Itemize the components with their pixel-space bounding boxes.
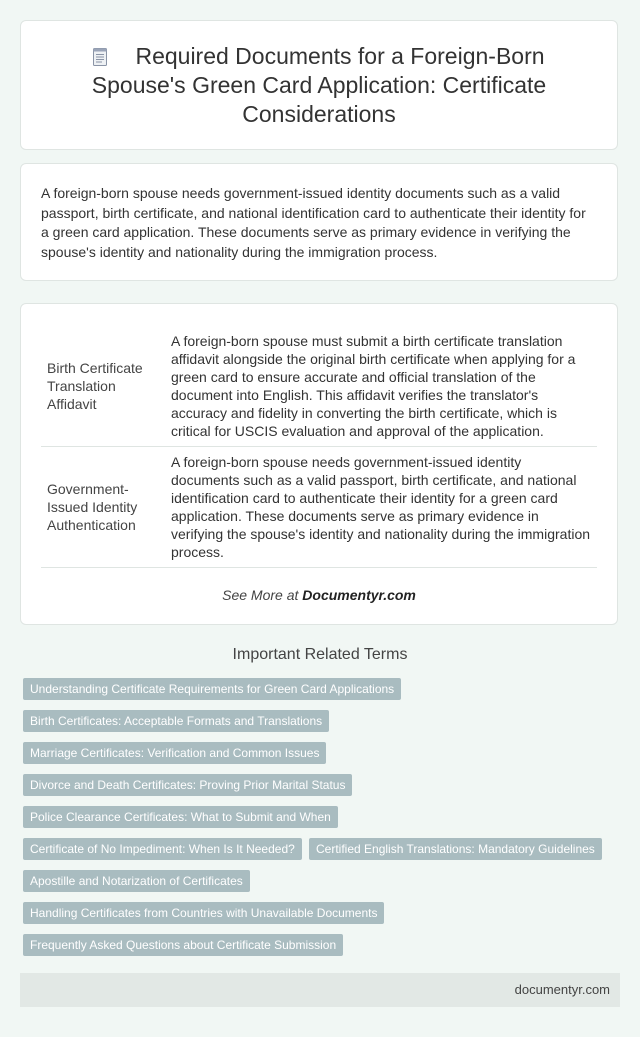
table-row: [41, 447, 597, 568]
related-term-tag[interactable]: Police Clearance Certificates: What to Submit and When: [23, 806, 338, 828]
see-more: [21, 587, 617, 603]
related-term-tag[interactable]: Apostille and Notarization of Certificates: [23, 870, 250, 892]
title-card: [20, 20, 618, 150]
related-term-tag[interactable]: Certificate of No Impediment: When Is It Needed?: [23, 838, 302, 860]
definition-cell: A foreign-born spouse must submit a birth certificate translation affidavit alongside the original birth certificate when applying for a green card to ensure accurate and official translation of the document into English. This affidavit verifies the translator's accuracy and fidelity in converting the birth certificate, which is critical for USCIS evaluation and approval of the application.: [163, 326, 597, 447]
page-title: [49, 42, 589, 129]
page-title-text: Required Documents for a Foreign-Born Spouse's Green Card Application: Certificate Considerations: [91, 42, 547, 127]
table-row: [41, 326, 597, 447]
term-cell: Government-Issued Identity Authentication: [41, 447, 163, 568]
intro-text: A foreign-born spouse needs government-issued identity documents such as a valid passport, birth certificate, and national identification card to authenticate their identity for a green card application. These documents serve as primary evidence in verifying the spouse's identity and nationality during the immigration process.: [41, 185, 586, 260]
related-term-tag[interactable]: Marriage Certificates: Verification and Common Issues: [23, 742, 326, 764]
related-term-tag[interactable]: Handling Certificates from Countries with Unavailable Documents: [23, 902, 384, 924]
definitions-card: [20, 303, 618, 625]
document-icon: [93, 48, 107, 66]
definitions-table: [41, 326, 597, 568]
definition-cell: A foreign-born spouse needs government-issued identity documents such as a valid passport, birth certificate, and national identification card to authenticate their identity for a green card application. These documents serve as primary evidence in verifying the spouse's identity and nationality during the immigration process.: [163, 447, 597, 568]
see-more-link[interactable]: Documentyr.com: [302, 587, 416, 603]
footer-site-link[interactable]: documentyr.com: [514, 982, 610, 997]
footer: [20, 973, 620, 1007]
related-term-tag[interactable]: Understanding Certificate Requirements for Green Card Applications: [23, 678, 401, 700]
related-terms-heading: Important Related Terms: [232, 646, 408, 663]
related-term-tag[interactable]: Certified English Translations: Mandatory Guidelines: [309, 838, 602, 860]
term-cell: Birth Certificate Translation Affidavit: [41, 326, 163, 447]
related-term-tag[interactable]: Divorce and Death Certificates: Proving Prior Marital Status: [23, 774, 352, 796]
see-more-prefix: See More at: [222, 587, 303, 603]
related-term-tag[interactable]: Birth Certificates: Acceptable Formats and Translations: [23, 710, 329, 732]
related-term-tag[interactable]: Frequently Asked Questions about Certificate Submission: [23, 934, 343, 956]
intro-card: [20, 163, 618, 281]
